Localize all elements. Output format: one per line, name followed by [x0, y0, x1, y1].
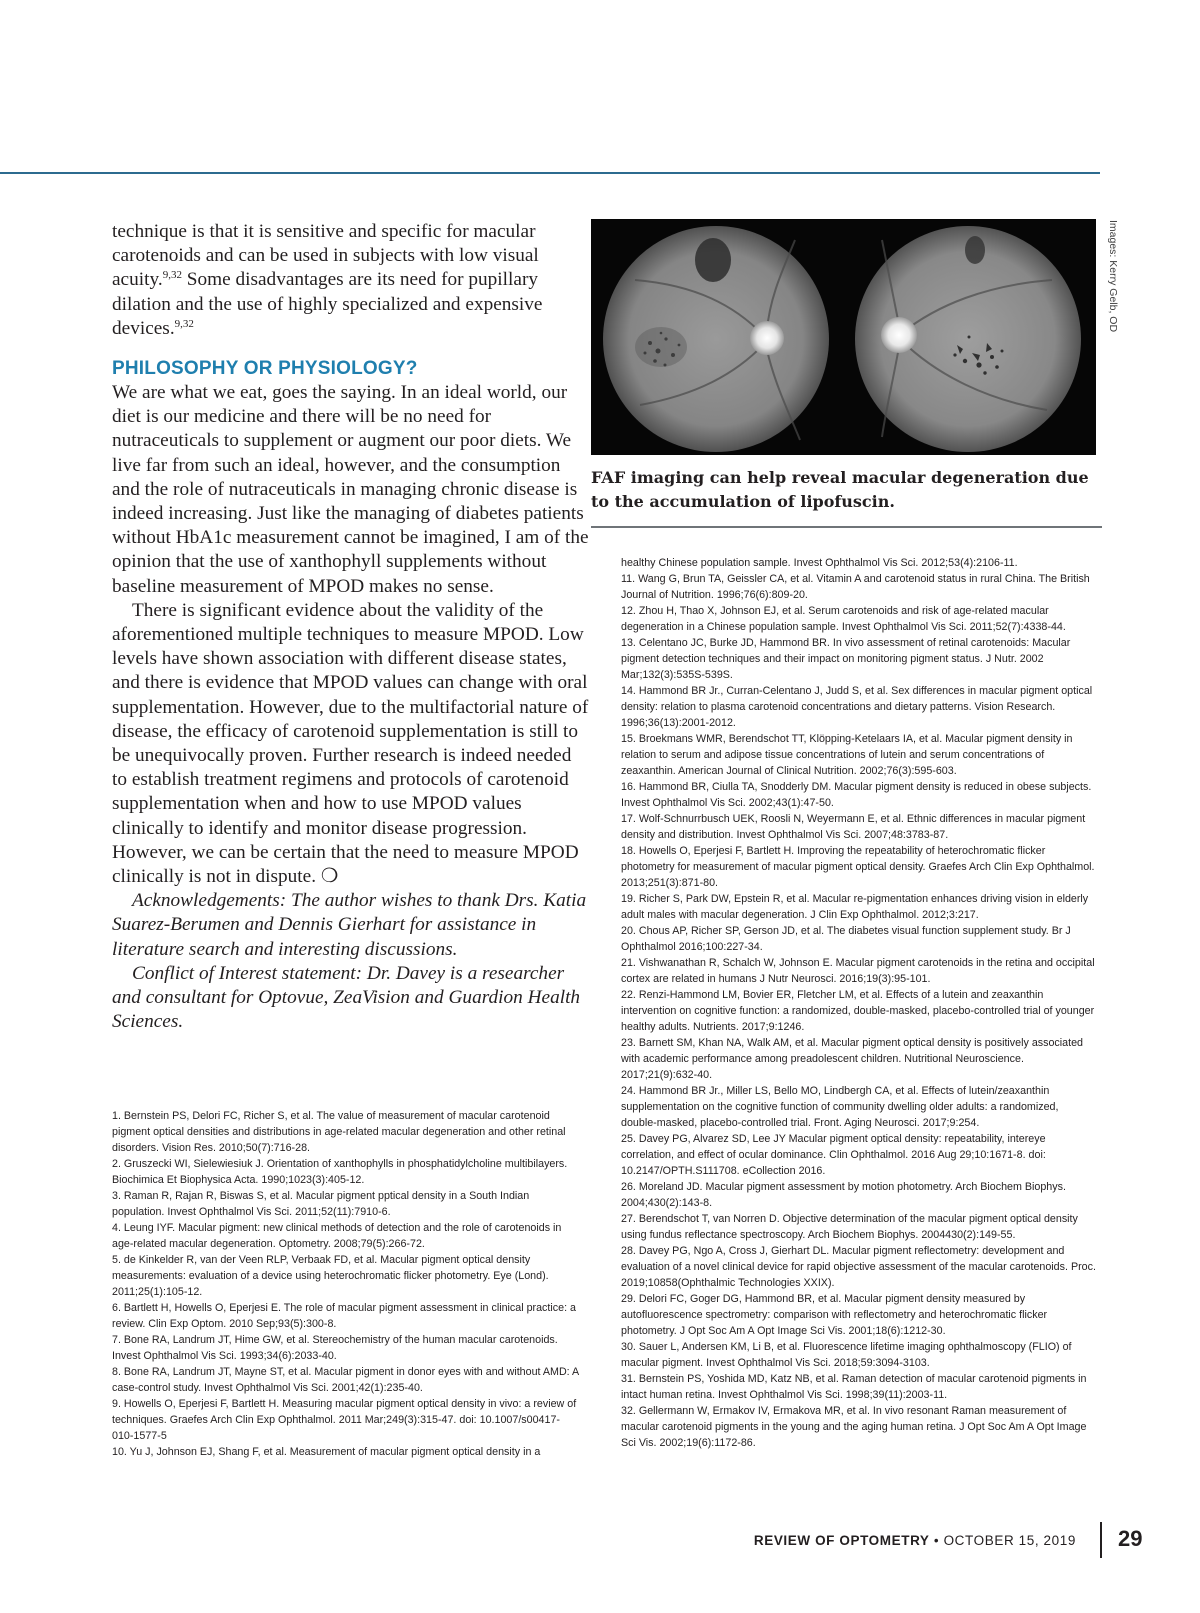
conflict-of-interest: Conflict of Interest statement: Dr. Davey is a researcher and consultant for Optovue, ZeaVision and Guardion Health Sciences.	[112, 962, 581, 1033]
reference-item: 31. Bernstein PS, Yoshida MD, Katz NB, et al. Raman detection of macular carotenoid pigments in intact human retina. Invest Ophthalmol Vis Sci. 1998;39(11):2003-11.	[621, 1373, 1087, 1401]
end-mark-icon: ❍	[320, 866, 339, 888]
reference-item: 20. Chous AP, Richer SP, Gerson JD, et al. The diabetes visual function supplement study. Br J Ophthalmol 2016;100:227-34.	[621, 925, 1071, 953]
reference-item: 18. Howells O, Eperjesi F, Bartlett H. Improving the repeatability of heterochromatic flicker photometry for measurement of macular pigment optical density. Graefes Arch Clin Exp Ophthalmol. 2013;251(3):871-80.	[621, 845, 1095, 889]
citation-superscript: 9,32	[174, 317, 194, 330]
caption-divider	[591, 526, 1102, 528]
reference-item: 8. Bone RA, Landrum JT, Mayne ST, et al. Macular pigment in donor eyes with and without AMD: A case-control study. Invest Ophthalmol Vis Sci. 2001;42(1):235-40.	[112, 1366, 579, 1394]
reference-item: 6. Bartlett H, Howells O, Eperjesi E. The role of macular pigment assessment in clinical practice: a review. Clin Exp Optom. 2010 Sep;93(5):300-8.	[112, 1302, 576, 1330]
publication-name: REVIEW OF OPTOMETRY	[753, 1533, 930, 1548]
reference-item: 14. Hammond BR Jr., Curran-Celentano J, Judd S, et al. Sex differences in macular pigment optical density: relation to plasma carotenoid concentrations and dietary patterns. Vision Research. 1996;36(13):2001-2012.	[621, 685, 1093, 729]
reference-item: 16. Hammond BR, Ciulla TA, Snodderly DM. Macular pigment density is reduced in obese subjects. Invest Ophthalmol Vis Sci. 2002;43(1):47-50.	[621, 781, 1092, 809]
top-rule	[0, 172, 1100, 174]
reference-item: 9. Howells O, Eperjesi F, Bartlett H. Measuring macular pigment optical density in vivo: a review of techniques. Graefes Arch Clin Exp Ophthalmol. 2011 Mar;249(3):315-47. doi: 10.1007/s00417-010-1577-5	[112, 1398, 577, 1442]
reference-item: 11. Wang G, Brun TA, Geissler CA, et al. Vitamin A and carotenoid status in rural China. The British Journal of Nutrition. 1996;76(6):809-20.	[621, 573, 1090, 601]
intro-paragraph: technique is that it is sensitive and specific for macular carotenoids and can be used in subjects with low visual acuity.$^{9,32}$ Some disadvantages are its need for pupillary dilation and the use of highly specialized and expensive devices.$^{9,32}$	[112, 221, 543, 339]
faf-figure	[591, 219, 1096, 455]
reference-item: 10. Yu J, Johnson EJ, Shang F, et al. Measurement of macular pigment optical density in a	[112, 1446, 541, 1458]
reference-item: 4. Leung IYF. Macular pigment: new clinical methods of detection and the role of carotenoids in age-related macular degeneration. Optometry. 2008;79(5):266-72.	[112, 1222, 562, 1250]
reference-item: 2. Gruszecki WI, Sielewiesiuk J. Orientation of xanthophylls in phosphatidylcholine multibilayers. Biochimica Et Biophysica Acta. 1990;1023(3):405-12.	[112, 1158, 568, 1186]
footer-separator: •	[929, 1533, 944, 1548]
reference-item: 12. Zhou H, Thao X, Johnson EJ, et al. Serum carotenoids and risk of age-related macular degeneration in a Chinese population sample. Invest Ophthalmol Vis Sci. 2011;52(7):4338-44.	[621, 605, 1066, 633]
article-body	[112, 220, 590, 1035]
reference-item: 21. Vishwanathan R, Schalch W, Johnson E. Macular pigment carotenoids in the retina and occipital cortex are related in humans J Nutr Neurosci. 2016;19(3):95-101.	[621, 957, 1095, 985]
issue-date: OCTOBER 15, 2019	[943, 1533, 1076, 1548]
references-right-column	[621, 555, 1098, 1451]
reference-item: 5. de Kinkelder R, van der Veen RLP, Verbaak FD, et al. Macular pigment optical density measurements: evaluation of a device using heterochromatic flicker photometry. Eye (Lond). 2011;25(1):105-12.	[112, 1254, 549, 1298]
reference-item: 1. Bernstein PS, Delori FC, Richer S, et al. The value of measurement of macular carotenoid pigment optical densities and distributions in age-related macular degeneration and other retinal disorders. Vision Res. 2010;50(7):716-28.	[112, 1110, 566, 1154]
reference-item: 13. Celentano JC, Burke JD, Hammond BR. In vivo assessment of retinal carotenoids: Macular pigment detection techniques and their impact on monitoring pigment status. J Nutr. 2002 Mar;132(3):535S-539S.	[621, 637, 1071, 681]
reference-item: 23. Barnett SM, Khan NA, Walk AM, et al. Macular pigment optical density is positively associated with academic performance among preadolescent children. Nutritional Neuroscience. 2017;21(9):632-40.	[621, 1037, 1084, 1081]
footer-divider	[1100, 1522, 1102, 1558]
page-footer	[736, 1533, 1076, 1548]
reference-item: 7. Bone RA, Landrum JT, Hime GW, et al. Stereochemistry of the human macular carotenoids. Invest Ophthalmol Vis Sci. 1993;34(6):2033-40.	[112, 1334, 558, 1362]
citation-superscript: 9,32	[162, 269, 182, 282]
reference-item: 28. Davey PG, Ngo A, Cross J, Gierhart DL. Macular pigment reflectometry: development and evaluation of a novel clinical device for rapid objective assessment of the macular carotenoids. Proc. 2019;10858(Ophthalmic Technologies XXIX).	[621, 1245, 1096, 1289]
reference-item: 19. Richer S, Park DW, Epstein R, et al. Macular re-pigmentation enhances driving vision in elderly adult males with macular degeneration. J Clin Exp Ophthalmol. 2012;3:217.	[621, 893, 1089, 921]
reference-item: 25. Davey PG, Alvarez SD, Lee JY Macular pigment optical density: repeatability, intereye correlation, and effect of ocular dominance. Clin Ophthalmol. 2016 Aug 29;10:1671-8. doi: 10.2147/OPTH.S111708. eCollection 2016.	[621, 1133, 1046, 1177]
reference-item: 32. Gellermann W, Ermakov IV, Ermakova MR, et al. In vivo resonant Raman measurement of macular carotenoid pigments in the young and the aging human retina. J Opt Soc Am A Opt Image Sci Vis. 2002;19(6):1172-86.	[621, 1405, 1087, 1449]
reference-item: 15. Broekmans WMR, Berendschot TT, Klöpping-Ketelaars IA, et al. Macular pigment density in relation to serum and adipose tissue concentrations of lutein and serum concentrations of zeaxanthin. American Journal of Clinical Nutrition. 2002;76(3):595-603.	[621, 733, 1073, 777]
reference-item: 22. Renzi-Hammond LM, Bovier ER, Fletcher LM, et al. Effects of a lutein and zeaxanthin intervention on cognitive function: a randomized, double-masked, placebo-controlled trial of younger healthy adults. Nutrients. 2017;9:1246.	[621, 989, 1095, 1033]
page-number: 29	[1118, 1526, 1143, 1551]
reference-item: 24. Hammond BR Jr., Miller LS, Bello MO, Lindbergh CA, et al. Effects of lutein/zeaxanthin supplementation on the cognitive function of community dwelling older adults: a randomized, double-masked, placebo-controlled trial. Front. Aging Neurosci. 2017;9:254.	[621, 1085, 1059, 1129]
paragraph-2: There is significant evidence about the validity of the aforementioned multiple techniques to measure MPOD. Low levels have shown association with different disease states, and there is evidence that MPOD values can change with oral supplementation. However, due to the multifactorial nature of disease, the efficacy of carotenoid supplementation is still to be unequivocally proven. Further research is indeed needed to establish treatment regimens and protocols of carotenoid supplementation when and how to use MPOD values clinically to identify and monitor disease progression. However, we can be certain that the need to measure MPOD clinically is not in dispute. ❍	[112, 599, 589, 888]
reference-item: 3. Raman R, Rajan R, Biswas S, et al. Macular pigment pptical density in a South Indian population. Invest Ophthalmol Vis Sci. 2011;52(11):7910-6.	[112, 1190, 530, 1218]
reference-item: 30. Sauer L, Andersen KM, Li B, et al. Fluorescence lifetime imaging ophthalmoscopy (FLIO) of macular pigment. Invest Ophthalmol Vis Sci. 2018;59:3094-3103.	[621, 1341, 1072, 1369]
figure-caption: FAF imaging can help reveal macular degeneration due to the accumulation of lipofuscin.	[591, 468, 1089, 511]
paragraph-1: We are what we eat, goes the saying. In an ideal world, our diet is our medicine and there will be no need for nutraceuticals to supplement or augment our poor diets. We live far from such an ideal, however, and the consumption and the role of nutraceuticals in managing chronic disease is indeed increasing. Just like the managing of diabetes patients without HbA1c measurement cannot be imagined, I am of the opinion that the use of xanthophyll supplements without baseline measurement of MPOD makes no sense.	[112, 382, 589, 597]
section-heading: PHILOSOPHY OR PHYSIOLOGY?	[112, 358, 418, 380]
fundus-image-left	[595, 225, 838, 454]
reference-item: 29. Delori FC, Goger DG, Hammond BR, et al. Macular pigment density measured by autofluorescence spectrometry: comparison with reflectometry and heterochromatic flicker photometry. J Opt Soc Am A Opt Image Sci Vis. 2001;18(6):1212-30.	[621, 1293, 1048, 1337]
reference-item: 27. Berendschot T, van Norren D. Objective determination of the macular pigment optical density using fundus reflectance spectroscopy. Arch Biochem Biophys. 2004430(2):149-55.	[621, 1213, 1078, 1241]
reference-item: healthy Chinese population sample. Invest Ophthalmol Vis Sci. 2012;53(4):2106-11.	[621, 557, 1018, 569]
reference-item: 26. Moreland JD. Macular pigment assessment by motion photometry. Arch Biochem Biophys. 2004;430(2):143-8.	[621, 1181, 1066, 1209]
reference-item: 17. Wolf-Schnurrbusch UEK, Roosli N, Weyermann E, et al. Ethnic differences in macular pigment density and distribution. Invest Ophthalmol Vis Sci. 2007;48:3783-87.	[621, 813, 1086, 841]
acknowledgements: Acknowledgements: The author wishes to thank Drs. Katia Suarez-Berumen and Dennis Gierhart for assistance in literature search and interesting discussions.	[112, 890, 587, 960]
photo-credit: Images: Kerry Gelb, OD	[1107, 220, 1119, 333]
fundus-image-right	[847, 225, 1090, 454]
references-left-column	[112, 1108, 582, 1460]
